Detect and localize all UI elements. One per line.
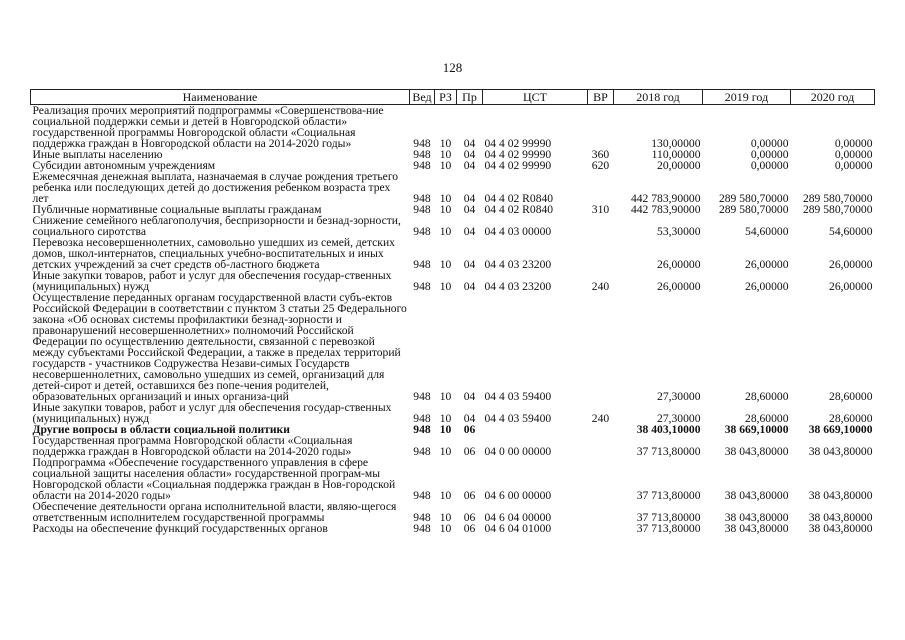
- row-value-2018: 442 783,90000: [630, 203, 701, 216]
- row-pr: 04: [463, 225, 476, 238]
- row-cst: 04 4 02 R0840: [484, 192, 554, 205]
- row-vr: [588, 171, 614, 204]
- row-name: Ежемесячная денежная выплата, назначаемая в случае рождения третьего ребенка или последующих детей до достижения ребенком возраста трех лет: [32, 170, 399, 205]
- row-rz: 10: [439, 137, 452, 150]
- table-header-row: [31, 90, 875, 105]
- row-cst: 04 4 03 59400: [484, 412, 552, 425]
- row-value-2018: 130,00000: [651, 137, 701, 150]
- row-cst: 04 4 02 R0840: [484, 203, 554, 216]
- row-ved: 948: [413, 258, 431, 271]
- page-number: 128: [442, 60, 463, 75]
- row-cst: 04 6 00 00000: [484, 489, 552, 502]
- row-name: Обеспечение деятельности органа исполнительной власти, являю-щегося ответственным исполнителем государственной программы: [32, 500, 397, 524]
- row-vr: 240: [591, 412, 610, 425]
- row-rz: 10: [439, 159, 452, 172]
- row-value-2020: 38 043,80000: [808, 489, 873, 502]
- row-vr: 310: [591, 203, 610, 216]
- row-rz: 10: [439, 412, 452, 425]
- row-cst: 04 4 02 99990: [484, 159, 552, 172]
- row-ved: 948: [413, 423, 431, 436]
- row-vr: 360: [591, 148, 610, 161]
- row-cst: 04 6 04 01000: [484, 522, 552, 535]
- row-pr: 06: [463, 423, 476, 436]
- row-pr: 04: [463, 192, 476, 205]
- row-value-2018: 37 713,80000: [636, 522, 701, 535]
- row-pr: 04: [463, 258, 476, 271]
- row-value-2018: 37 713,80000: [636, 489, 701, 502]
- row-ved: 948: [413, 412, 431, 425]
- row-value-2020: 26,00000: [829, 258, 873, 271]
- col-header-2019: 2019 год: [703, 90, 791, 105]
- row-value-2019: 38 043,80000: [724, 511, 789, 524]
- row-value-2018: 53,30000: [657, 225, 701, 238]
- table-row: [31, 105, 875, 150]
- row-name: Государственная программа Новгородской области «Социальная поддержка граждан в Новгородской области на 2014-2020 годы»: [32, 434, 353, 458]
- table-row: [31, 171, 875, 204]
- row-rz: 10: [439, 489, 452, 502]
- table-row: [31, 435, 875, 457]
- row-rz: 10: [439, 423, 452, 436]
- row-name: Иные закупки товаров, работ и услуг для обеспечения государ-ственных (муниципальных) нужд: [32, 269, 392, 293]
- row-value-2018: 20,00000: [657, 159, 701, 172]
- row-name: Реализация прочих мероприятий подпрограммы «Совершенствова-ние социальной поддержки семьи и детей в Новгородской области» государственной программы Новгородской области «Социальная поддержка граждан в Новгородской области на 2014-2020 годы»: [32, 104, 384, 150]
- table-row: [31, 457, 875, 501]
- row-pr: 04: [463, 159, 476, 172]
- row-pr: 06: [463, 489, 476, 502]
- row-value-2019: 26,00000: [745, 280, 789, 293]
- row-value-2018: 27,30000: [657, 412, 701, 425]
- row-rz: 10: [439, 258, 452, 271]
- col-header-cst: ЦСТ: [483, 90, 588, 105]
- row-ved: 948: [413, 225, 431, 238]
- table-row: [31, 237, 875, 270]
- row-name: Перевозка несовершеннолетних, самовольно ушедших из семей, детских домов, школ-интернатов, специальных учебно-воспитательных и иных детских учреждений за счет средств об-ластного бюджета: [32, 236, 395, 271]
- row-cst: 04 4 03 00000: [484, 225, 552, 238]
- row-name: Расходы на обеспечение функций государственных органов: [32, 522, 328, 535]
- row-rz: 10: [439, 203, 452, 216]
- row-ved: 948: [413, 522, 431, 535]
- col-header-rz: РЗ: [435, 90, 457, 105]
- row-cst: 04 6 04 00000: [484, 511, 552, 524]
- row-cst: 04 4 02 99990: [484, 148, 552, 161]
- row-cst: 04 4 03 23200: [484, 280, 552, 293]
- row-value-2018: 27,30000: [657, 390, 701, 403]
- row-value-2018: 26,00000: [657, 258, 701, 271]
- col-header-2018: 2018 год: [614, 90, 703, 105]
- row-vr: [588, 105, 614, 150]
- row-pr: 06: [463, 522, 476, 535]
- row-ved: 948: [413, 280, 431, 293]
- row-value-2020: 54,60000: [829, 225, 873, 238]
- row-ved: 948: [413, 203, 431, 216]
- row-ved: 948: [413, 159, 431, 172]
- row-value-2018: 37 713,80000: [636, 511, 701, 524]
- row-value-2018: 442 783,90000: [630, 192, 701, 205]
- row-cst: 04 4 03 59400: [484, 390, 552, 403]
- col-header-vr: ВР: [588, 90, 614, 105]
- row-cst: 04 0 00 00000: [484, 445, 552, 458]
- row-ved: 948: [413, 192, 431, 205]
- row-value-2019: 26,00000: [745, 258, 789, 271]
- row-value-2020: 0,00000: [834, 148, 873, 161]
- row-name: Другие вопросы в области социальной политики: [32, 423, 290, 436]
- row-cst: 04 4 02 99990: [484, 137, 552, 150]
- row-value-2018: 38 403,10000: [636, 423, 701, 436]
- row-name: Подпрограмма «Обеспечение государственного управления в сфере социальной защиты населения области» государственной програм-мы Новгородской области «Социальная поддержка граждан в Нов-городской области на 2014-2020 годы»: [32, 456, 396, 502]
- row-name: Снижение семейного неблагополучия, беспризорности и безнад-зорности, социального сиротства: [32, 214, 401, 238]
- row-ved: 948: [413, 445, 431, 458]
- row-rz: 10: [439, 390, 452, 403]
- row-value-2019: 289 580,70000: [718, 192, 789, 205]
- row-value-2020: 38 043,80000: [808, 511, 873, 524]
- row-value-2020: 28,60000: [829, 390, 873, 403]
- row-pr: 06: [463, 445, 476, 458]
- row-pr: 06: [463, 511, 476, 524]
- row-value-2020: 26,00000: [829, 280, 873, 293]
- row-value-2019: 28,60000: [745, 390, 789, 403]
- row-name: Иные закупки товаров, работ и услуг для обеспечения государ-ственных (муниципальных) нужд: [32, 401, 392, 425]
- row-ved: 948: [413, 137, 431, 150]
- row-vr: [588, 237, 614, 270]
- row-rz: 10: [439, 522, 452, 535]
- row-value-2020: 38 669,10000: [808, 423, 873, 436]
- row-rz: 10: [439, 445, 452, 458]
- row-name: Субсидии автономным учреждениям: [32, 159, 216, 172]
- row-name: Публичные нормативные социальные выплаты гражданам: [32, 203, 322, 216]
- row-value-2019: 28,60000: [745, 412, 789, 425]
- table-row: [31, 501, 875, 523]
- row-value-2020: 28,60000: [829, 412, 873, 425]
- row-value-2019: 0,00000: [750, 148, 789, 161]
- row-pr: 04: [463, 280, 476, 293]
- row-vr: [588, 435, 614, 457]
- row-ved: 948: [413, 489, 431, 502]
- row-vr: [588, 424, 614, 435]
- table-body: [31, 105, 875, 535]
- row-vr: [588, 501, 614, 523]
- row-value-2019: 38 043,80000: [724, 489, 789, 502]
- row-value-2020: 0,00000: [834, 137, 873, 150]
- row-ved: 948: [413, 390, 431, 403]
- row-pr: 04: [463, 412, 476, 425]
- row-value-2020: 38 043,80000: [808, 445, 873, 458]
- row-cst: [483, 424, 588, 435]
- row-value-2020: 38 043,80000: [808, 522, 873, 535]
- col-header-2020: 2020 год: [791, 90, 875, 105]
- row-value-2020: 289 580,70000: [802, 192, 873, 205]
- table-row: [31, 215, 875, 237]
- row-pr: 04: [463, 203, 476, 216]
- row-pr: 04: [463, 390, 476, 403]
- row-value-2019: 38 043,80000: [724, 522, 789, 535]
- row-rz: 10: [439, 192, 452, 205]
- row-rz: 10: [439, 225, 452, 238]
- row-value-2018: 26,00000: [657, 280, 701, 293]
- row-value-2019: 54,60000: [745, 225, 789, 238]
- table-row: [31, 523, 875, 534]
- row-vr: 240: [591, 280, 610, 293]
- row-vr: [588, 523, 614, 534]
- col-header-ved: Вед: [410, 90, 435, 105]
- row-rz: 10: [439, 148, 452, 161]
- table-row: [31, 270, 875, 292]
- row-ved: 948: [413, 511, 431, 524]
- row-ved: 948: [413, 148, 431, 161]
- row-vr: [588, 457, 614, 501]
- row-value-2020: 289 580,70000: [802, 203, 873, 216]
- col-header-pr: Пр: [457, 90, 483, 105]
- col-header-name: Наименование: [31, 90, 410, 105]
- table-row: [31, 292, 875, 402]
- row-value-2020: 0,00000: [834, 159, 873, 172]
- row-vr: 620: [591, 159, 610, 172]
- row-vr: [588, 292, 614, 402]
- row-value-2018: 110,00000: [651, 148, 701, 161]
- row-pr: 04: [463, 137, 476, 150]
- row-value-2018: 37 713,80000: [636, 445, 701, 458]
- row-rz: 10: [439, 280, 452, 293]
- row-value-2019: 289 580,70000: [718, 203, 789, 216]
- row-vr: [588, 215, 614, 237]
- row-value-2019: 0,00000: [750, 159, 789, 172]
- budget-table: [30, 89, 875, 534]
- row-name: Иные выплаты населению: [32, 148, 163, 161]
- row-value-2019: 0,00000: [750, 137, 789, 150]
- row-rz: 10: [439, 511, 452, 524]
- row-value-2019: 38 669,10000: [724, 423, 789, 436]
- row-name: Осуществление переданных органам государственной власти субъ-ектов Российской Федерации в соответствии с пунктом 3 статьи 25 Федерального закона «Об основах системы профилактики безнад-зорности и правонарушений несовершеннолетних» полномочий Российской Федерации по осуществлению деятельности, связанной с перевозкой между субъектами Российской Федерации, а также в пределах территорий государств - участников Содружества Незави-симых Государств несовершеннолетних, самовольно ушедших из семей, организаций для детей-сирот и детей, оставшихся без попе-чения родителей, образовательных организаций и иных организа-ций: [32, 291, 407, 403]
- row-value-2019: 38 043,80000: [724, 445, 789, 458]
- row-pr: 04: [463, 148, 476, 161]
- row-cst: 04 4 03 23200: [484, 258, 552, 271]
- table-row: [31, 402, 875, 424]
